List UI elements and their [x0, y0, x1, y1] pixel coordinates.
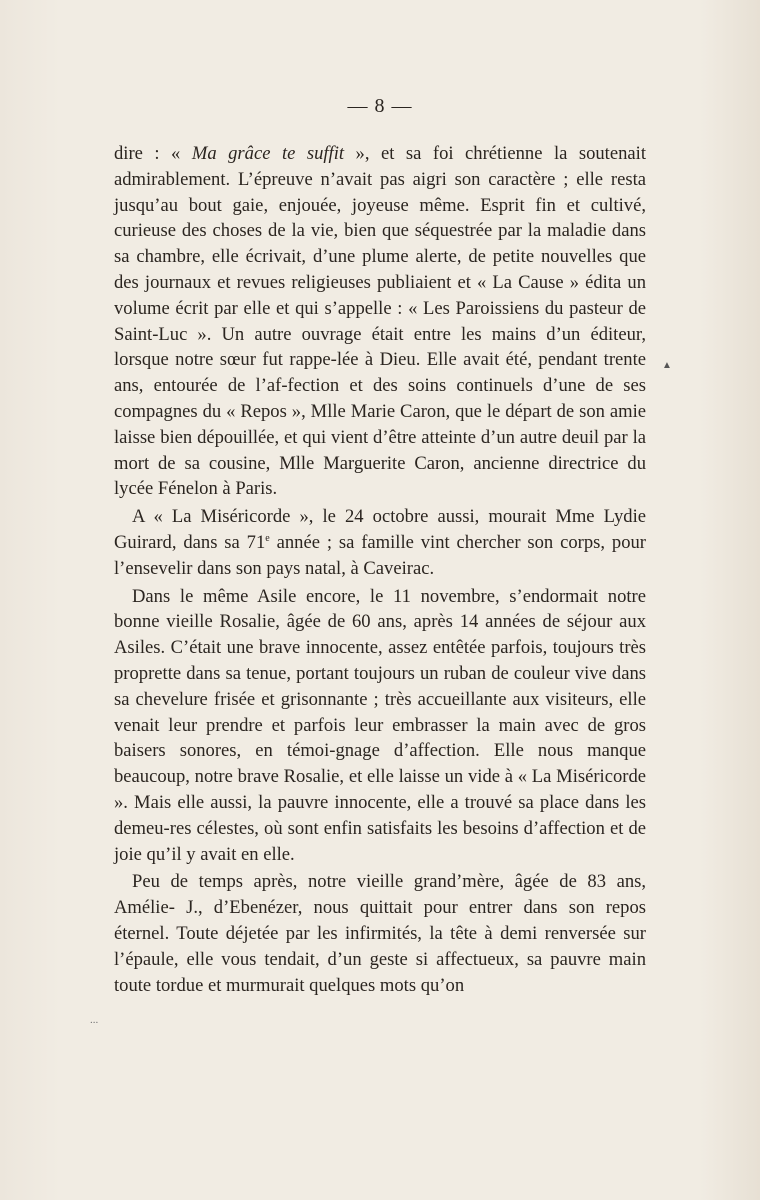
body-text	[114, 141, 646, 998]
margin-mark-icon: ▲	[662, 360, 672, 371]
paragraph-1-text-rest: », et sa foi chrétienne la soutenait admirablement. L’épreuve n’avait pas aigri son caractère ; elle resta jusqu’au bout gaie, enjouée, joyeuse même. Esprit fin et cultivé, curieuse des choses de la vie, bien que séquestrée par la maladie dans sa chambre, elle écrivait, d’une plume alerte, de petite nouvelles que des journaux et revues religieuses publiaient et « La Cause » édita un volume écrit par elle et qui s’appelle : « Les Paroissiens du pasteur de Saint-Luc ». Un autre ouvrage était entre les mains d’un éditeur, lorsque notre sœur fut rappe-lée à Dieu. Elle avait été, pendant trente ans, entourée de l’af-fection et des soins continuels d’une de ses compagnes du « Repos », Mlle Marie Caron, que le départ de son amie laisse bien dépouillée, et qui vient d’être atteinte d’un autre deuil par la mort de sa cousine, Mlle Marguerite Caron, ancienne directrice du lycée Fénelon à Paris.	[114, 143, 646, 500]
paragraph-3: Dans le même Asile encore, le 11 novembre, s’endormait notre bonne vieille Rosalie, âgée de 60 ans, après 14 années de séjour aux Asiles. C’était une brave innocente, assez entêtée parfois, toujours très proprette dans sa tenue, portant toujours un ruban de couleur vive dans sa chevelure frisée et grisonnante ; très accueillante aux visiteurs, elle venait leur prendre et parfois leur embrasser la main avec de gros baisers sonores, en témoi-gnage d’affection. Elle nous manque beaucoup, notre brave Rosalie, et elle laisse un vide à « La Miséricorde ». Mais elle aussi, la pauvre innocente, elle a trouvé sa place dans les demeu-res célestes, où sont enfin satisfaits les besoins d’affection et de joie qu’il y avait en elle.	[114, 585, 646, 865]
paragraph-4: Peu de temps après, notre vieille grand’mère, âgée de 83 ans, Amélie- J., d’Ebenézer, nous quittait pour entrer dans son repos éternel. Toute déjetée par les infirmités, la tête à demi renversée sur l’épaule, elle vous tendait, d’un geste si affectueux, sa pauvre main toute tordue et murmurait quelques mots qu’on	[114, 871, 646, 996]
paragraph-2-text-start: A « La Miséricorde », le 24 octobre aussi, mourait Mme Lydie Guirard, dans sa 71	[114, 506, 646, 553]
page-number: — 8 —	[347, 95, 413, 117]
margin-dots-icon: ...	[90, 1014, 99, 1026]
paragraph-2-text-rest: année ; sa famille vint chercher son corps, pour l’ensevelir dans son pays natal, à Caveirac.	[114, 531, 646, 579]
paragraph-1	[114, 141, 646, 502]
paragraph-1-text-start: dire : «	[114, 143, 192, 164]
quoted-phrase: Ma grâce te suffit	[191, 143, 345, 164]
ordinal-superscript: e	[265, 532, 270, 544]
paragraph-2	[114, 504, 646, 581]
